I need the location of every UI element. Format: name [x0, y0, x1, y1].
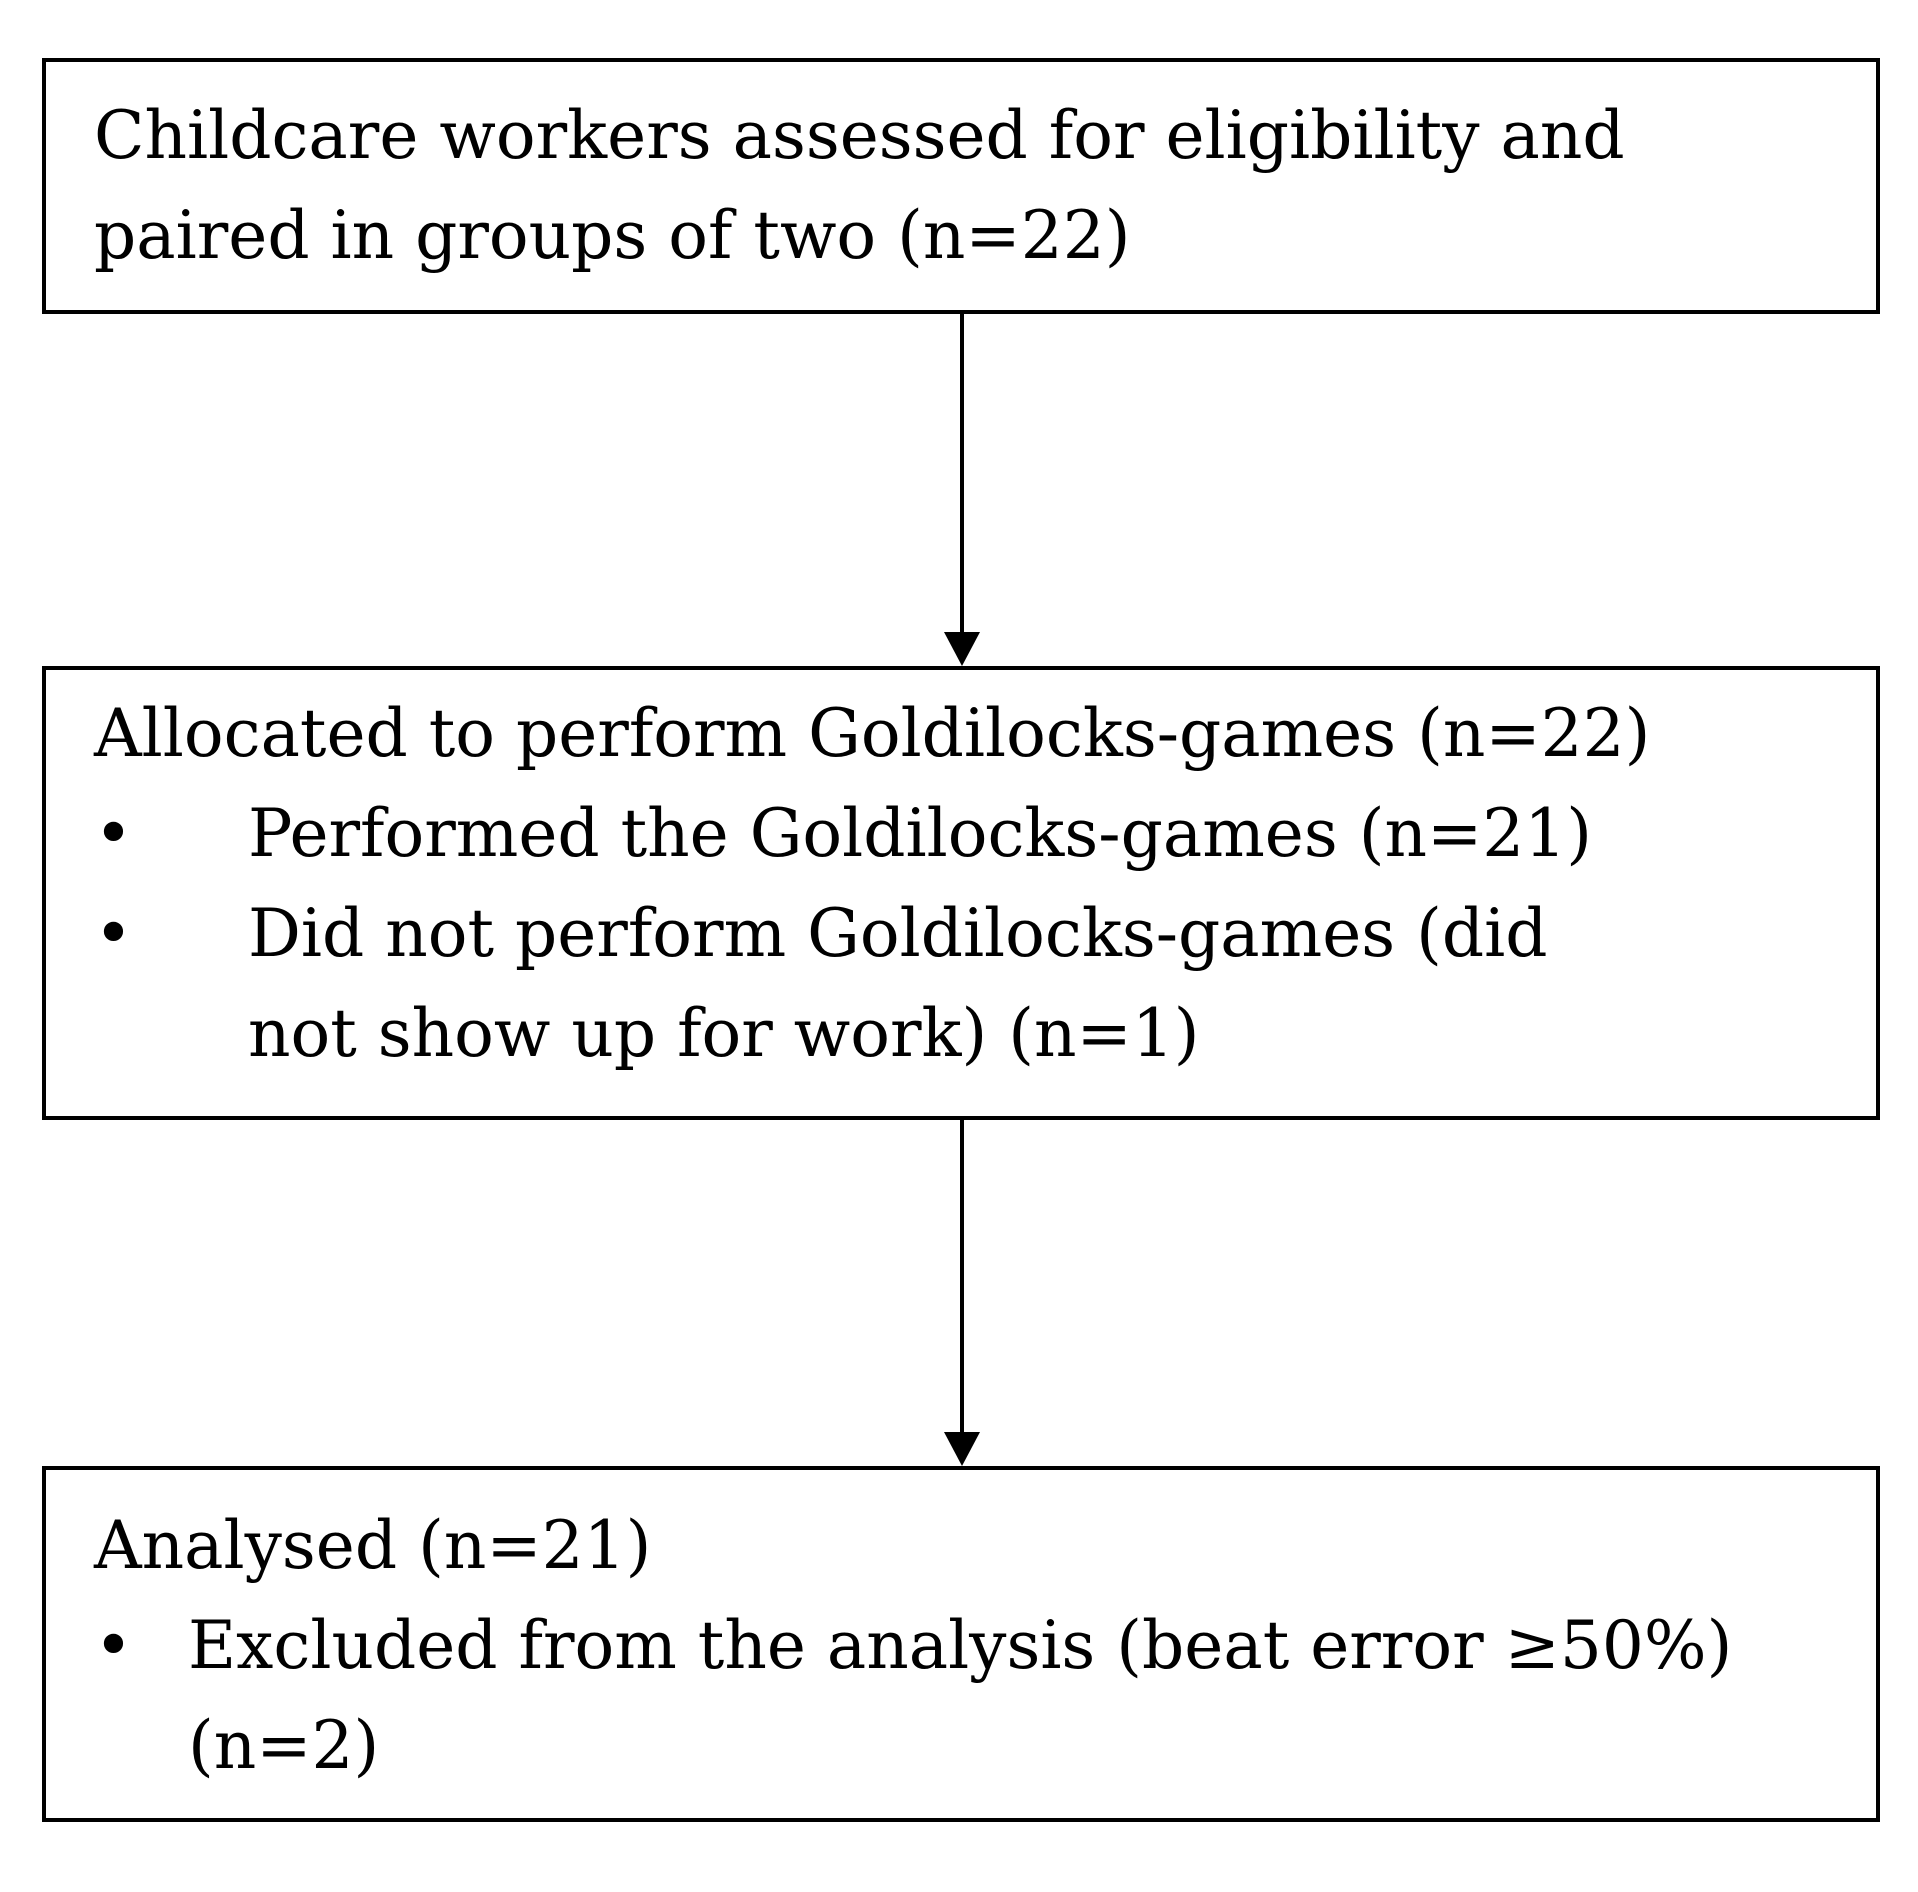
- bullet-icon: •: [94, 895, 133, 972]
- analysis-box: [42, 1466, 1880, 1822]
- analysis-item-excluded-line2: (n=2): [188, 1707, 380, 1784]
- allocation-title: Allocated to perform Goldilocks-games (n=22): [94, 695, 1651, 772]
- allocation-box: [42, 666, 1880, 1120]
- bullet-icon: •: [94, 795, 133, 872]
- analysis-item-excluded-line1: Excluded from the analysis (beat error ≥50%): [188, 1607, 1733, 1684]
- allocation-item-performed: Performed the Goldilocks-games (n=21): [248, 795, 1592, 872]
- eligibility-text-line1: Childcare workers assessed for eligibility and: [94, 97, 1625, 174]
- arrow-eligibility-to-allocation: [944, 314, 980, 666]
- bullet-icon: •: [94, 1607, 133, 1684]
- analysis-title: Analysed (n=21): [94, 1507, 652, 1584]
- arrow-allocation-to-analysis: [944, 1120, 980, 1466]
- allocation-item-not-performed-line1: Did not perform Goldilocks-games (did: [248, 895, 1548, 972]
- eligibility-text-line2: paired in groups of two (n=22): [94, 197, 1131, 274]
- allocation-item-not-performed-line2: not show up for work) (n=1): [248, 995, 1200, 1072]
- eligibility-box: [42, 58, 1880, 314]
